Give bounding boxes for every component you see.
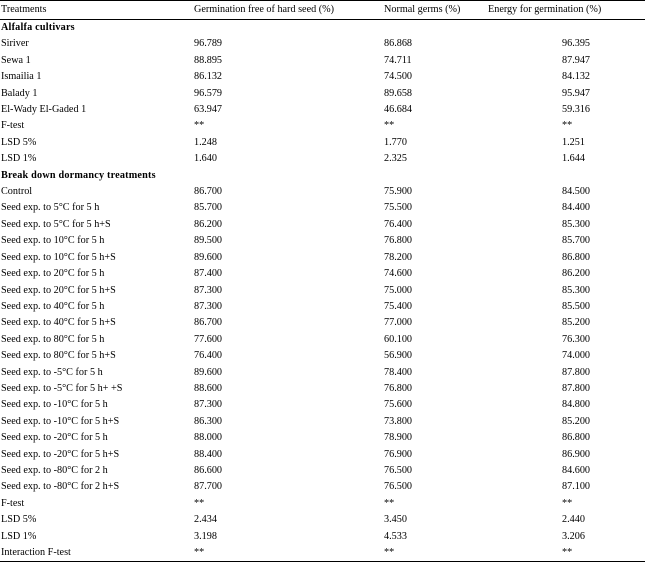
germination-value: 96.579 (194, 87, 223, 99)
energy-value: 85.300 (562, 218, 591, 230)
germination-value: 87.700 (194, 481, 223, 493)
energy-value: 1.251 (562, 136, 585, 148)
germination-value: ** (194, 497, 205, 509)
table-row (0, 118, 645, 134)
germination-value: 86.700 (194, 317, 223, 329)
normal-germs-value: 74.600 (384, 268, 413, 280)
germination-value: 88.895 (194, 54, 223, 66)
germination-value: 88.600 (194, 382, 223, 394)
row-label: Seed exp. to -10°C for 5 h (1, 399, 108, 411)
germination-value: 85.700 (194, 202, 223, 214)
row-label: Balady 1 (1, 87, 38, 99)
energy-value: 84.132 (562, 71, 591, 83)
normal-germs-value: 3.450 (384, 514, 407, 526)
row-label: Seed exp. to -5°C for 5 h+ +S (1, 382, 123, 394)
germination-value: ** (194, 120, 205, 132)
table-row (0, 299, 645, 315)
germination-value: 86.300 (194, 415, 223, 427)
energy-value: 2.440 (562, 514, 585, 526)
table-row (0, 348, 645, 364)
row-label: Sewa 1 (1, 54, 31, 66)
energy-value: 87.800 (562, 366, 591, 378)
normal-germs-value: 46.684 (384, 104, 413, 116)
table-row (0, 381, 645, 397)
normal-germs-value: 76.800 (384, 382, 413, 394)
germination-value: 76.400 (194, 350, 223, 362)
normal-germs-value: 74.500 (384, 71, 413, 83)
row-label: Seed exp. to 10°C for 5 h (1, 235, 105, 247)
table-row (0, 479, 645, 495)
energy-value: 85.200 (562, 317, 591, 329)
section-title: Break down dormancy treatments (1, 169, 156, 181)
energy-value: ** (562, 497, 573, 509)
germination-value: 87.300 (194, 300, 223, 312)
table-row (0, 365, 645, 381)
row-label: LSD 5% (1, 514, 37, 526)
energy-value: 86.900 (562, 448, 591, 460)
row-label: Seed exp. to -80°C for 2 h (1, 464, 108, 476)
energy-value: 86.200 (562, 268, 591, 280)
normal-germs-value: 76.800 (384, 235, 413, 247)
table-row (0, 86, 645, 102)
row-label: Seed exp. to 5°C for 5 h (1, 202, 100, 214)
energy-value: 85.200 (562, 415, 591, 427)
normal-germs-value: 75.900 (384, 186, 413, 198)
normal-germs-value: 77.000 (384, 317, 413, 329)
germination-value: 1.640 (194, 153, 217, 165)
table-row (0, 184, 645, 200)
normal-germs-value: 78.200 (384, 251, 413, 263)
table-row (0, 36, 645, 52)
section-title-row (0, 168, 645, 184)
energy-value: 3.206 (562, 530, 585, 542)
energy-value: 87.800 (562, 382, 591, 394)
row-label: Control (1, 186, 33, 198)
energy-value: 86.800 (562, 251, 591, 263)
normal-germs-value: ** (384, 120, 395, 132)
row-label: Seed exp. to -80°C for 2 h+S (1, 481, 120, 493)
germination-value: 2.434 (194, 514, 217, 526)
energy-value: 84.500 (562, 186, 591, 198)
header-energy-label: Energy for germination (%) (488, 4, 602, 15)
table-row (0, 283, 645, 299)
header-germination: Germination free of hard seed (%) (194, 1, 384, 20)
table-row (0, 447, 645, 463)
header-normal-germs: Normal germs (%) (384, 1, 562, 20)
germination-value: 86.700 (194, 186, 223, 198)
energy-value: 76.300 (562, 333, 591, 345)
table-body (0, 20, 645, 562)
row-label: Ismailia 1 (1, 71, 42, 83)
germination-value: ** (194, 545, 384, 562)
germination-value: 63.947 (194, 104, 223, 116)
header-row (0, 1, 645, 20)
normal-germs-value: 76.500 (384, 481, 413, 493)
normal-germs-value: 4.533 (384, 530, 407, 542)
energy-value: 85.700 (562, 235, 591, 247)
germination-value: 3.198 (194, 530, 217, 542)
row-label: El-Wady El-Gaded 1 (1, 104, 87, 116)
table-row (0, 529, 645, 545)
germination-value: 87.300 (194, 284, 223, 296)
table-row (0, 315, 645, 331)
energy-value: 74.000 (562, 350, 591, 362)
normal-germs-value: ** (384, 545, 562, 562)
energy-value: 1.644 (562, 153, 585, 165)
normal-germs-value: 1.770 (384, 136, 407, 148)
row-label: Interaction F-test (0, 545, 194, 562)
table-row (0, 217, 645, 233)
normal-germs-value: 75.500 (384, 202, 413, 214)
energy-value: 86.800 (562, 432, 591, 444)
table-row (0, 69, 645, 85)
energy-value: 84.600 (562, 464, 591, 476)
germination-value: 88.000 (194, 432, 223, 444)
normal-germs-value: 75.000 (384, 284, 413, 296)
table-row (0, 233, 645, 249)
normal-germs-value: 76.400 (384, 218, 413, 230)
row-label: Seed exp. to -20°C for 5 h+S (1, 448, 120, 460)
header-treatments: Treatments (0, 1, 194, 20)
normal-germs-value: 89.658 (384, 87, 413, 99)
header-energy (488, 1, 645, 20)
row-label: LSD 1% (1, 153, 37, 165)
germination-value: 89.500 (194, 235, 223, 247)
row-label: Seed exp. to 80°C for 5 h+S (1, 350, 116, 362)
table-row (0, 266, 645, 282)
germination-value: 86.600 (194, 464, 223, 476)
table-row (0, 430, 645, 446)
table-row (0, 512, 645, 528)
energy-value: ** (562, 120, 573, 132)
row-label: Seed exp. to 80°C for 5 h (1, 333, 105, 345)
table-row (0, 496, 645, 512)
table-row (0, 151, 645, 167)
normal-germs-value: 2.325 (384, 153, 407, 165)
table-row (0, 250, 645, 266)
normal-germs-value: 76.500 (384, 464, 413, 476)
germination-value: 87.400 (194, 268, 223, 280)
normal-germs-value: 86.868 (384, 38, 413, 50)
table-row (0, 463, 645, 479)
row-label: Seed exp. to -10°C for 5 h+S (1, 415, 120, 427)
table-row (0, 135, 645, 151)
table-row (0, 414, 645, 430)
table-row (0, 332, 645, 348)
normal-germs-value: 75.400 (384, 300, 413, 312)
germination-value: 86.200 (194, 218, 223, 230)
table-header (0, 1, 645, 20)
normal-germs-value: 78.400 (384, 366, 413, 378)
normal-germs-value: 74.711 (384, 54, 412, 66)
section-title-row (0, 20, 645, 37)
table-row (0, 545, 645, 562)
germination-value: 88.400 (194, 448, 223, 460)
normal-germs-value: ** (384, 497, 395, 509)
germination-value: 77.600 (194, 333, 223, 345)
energy-value: 87.947 (562, 54, 591, 66)
germination-value: 1.248 (194, 136, 217, 148)
row-label: Seed exp. to 40°C for 5 h (1, 300, 105, 312)
energy-value: 59.316 (562, 104, 591, 116)
germination-value: 86.132 (194, 71, 223, 83)
energy-value: 95.947 (562, 87, 591, 99)
energy-value: 85.500 (562, 300, 591, 312)
table-row (0, 397, 645, 413)
row-label: Seed exp. to -20°C for 5 h (1, 432, 108, 444)
energy-value: 85.300 (562, 284, 591, 296)
energy-value: 84.800 (562, 399, 591, 411)
germination-value: 96.789 (194, 38, 223, 50)
energy-value: 87.100 (562, 481, 591, 493)
row-label: Seed exp. to 20°C for 5 h+S (1, 284, 116, 296)
row-label: F-test (1, 120, 25, 132)
energy-value: 84.400 (562, 202, 591, 214)
row-label: Seed exp. to 40°C for 5 h+S (1, 317, 116, 329)
normal-germs-value: 75.600 (384, 399, 413, 411)
table-row (0, 102, 645, 118)
row-label: Seed exp. to -5°C for 5 h (1, 366, 103, 378)
section-title: Alfalfa cultivars (1, 22, 75, 33)
normal-germs-value: 78.900 (384, 432, 413, 444)
row-label: Seed exp. to 5°C for 5 h+S (1, 218, 111, 230)
germination-value: 89.600 (194, 366, 223, 378)
energy-value: 96.395 (562, 38, 591, 50)
row-label: F-test (1, 497, 25, 509)
germination-value: 89.600 (194, 251, 223, 263)
row-label: Seed exp. to 10°C for 5 h+S (1, 251, 116, 263)
energy-value: ** (562, 545, 645, 562)
row-label: LSD 1% (1, 530, 37, 542)
table-row (0, 53, 645, 69)
row-label: LSD 5% (1, 136, 37, 148)
normal-germs-value: 76.900 (384, 448, 413, 460)
row-label: Siriver (1, 38, 29, 50)
normal-germs-value: 73.800 (384, 415, 413, 427)
germination-value: 87.300 (194, 399, 223, 411)
normal-germs-value: 56.900 (384, 350, 413, 362)
normal-germs-value: 60.100 (384, 333, 413, 345)
row-label: Seed exp. to 20°C for 5 h (1, 268, 105, 280)
table-row (0, 200, 645, 216)
